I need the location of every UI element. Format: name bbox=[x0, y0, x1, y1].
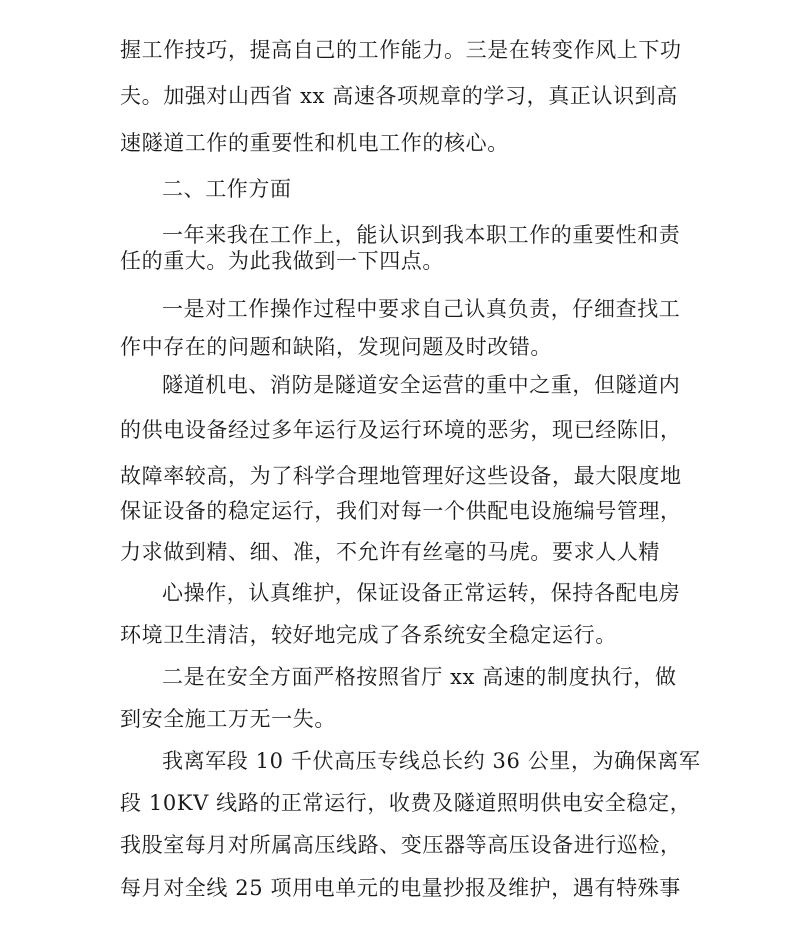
paragraph-line: 每月对全线 25 项用电单元的电量抄报及维护，遇有特殊事 bbox=[120, 876, 681, 900]
paragraph-line: 一是对工作操作过程中要求自己认真负责，仔细查找工 bbox=[162, 297, 681, 321]
paragraph-line: 我股室每月对所属高压线路、变压器等高压设备进行巡检， bbox=[120, 833, 682, 857]
paragraph-line: 我离军段 10 千伏高压专线总长约 36 公里，为确保离军 bbox=[162, 749, 701, 773]
paragraph-line: 心操作，认真维护，保证设备正常运转，保持各配电房 bbox=[162, 581, 681, 605]
paragraph-line: 握工作技巧，提高自己的工作能力。三是在转变作风上下功 bbox=[120, 38, 682, 62]
paragraph-line: 一年来我在工作上，能认识到我本职工作的重要性和责 bbox=[162, 223, 681, 247]
paragraph-line: 故障率较高，为了科学合理地管理好这些设备，最大限度地 bbox=[120, 464, 682, 488]
paragraph-line: 夫。加强对山西省 xx 高速各项规章的学习，真正认识到高 bbox=[120, 84, 678, 108]
paragraph-line: 力求做到精、细、准，不允许有丝毫的马虎。要求人人精 bbox=[120, 540, 660, 564]
paragraph-line: 段 10KV 线路的正常运行，收费及隧道照明供电安全稳定， bbox=[120, 791, 692, 815]
paragraph-line: 的供电设备经过多年运行及运行环境的恶劣，现已经陈旧， bbox=[120, 418, 682, 442]
paragraph-line: 环境卫生清洁，较好地完成了各系统安全稳定运行。 bbox=[120, 623, 617, 647]
paragraph-line: 保证设备的稳定运行，我们对每一个供配电设施编号管理， bbox=[120, 499, 682, 523]
paragraph-line: 任的重大。为此我做到一下四点。 bbox=[120, 249, 444, 273]
section-heading: 二、工作方面 bbox=[162, 177, 292, 201]
paragraph-line: 二是在安全方面严格按照省厅 xx 高速的制度执行，做 bbox=[162, 665, 677, 689]
paragraph-line: 速隧道工作的重要性和机电工作的核心。 bbox=[120, 131, 509, 155]
paragraph-line: 作中存在的问题和缺陷，发现问题及时改错。 bbox=[120, 335, 552, 359]
paragraph-line: 隧道机电、消防是隧道安全运营的重中之重，但隧道内 bbox=[162, 373, 681, 397]
paragraph-line: 到安全施工万无一失。 bbox=[120, 707, 336, 731]
